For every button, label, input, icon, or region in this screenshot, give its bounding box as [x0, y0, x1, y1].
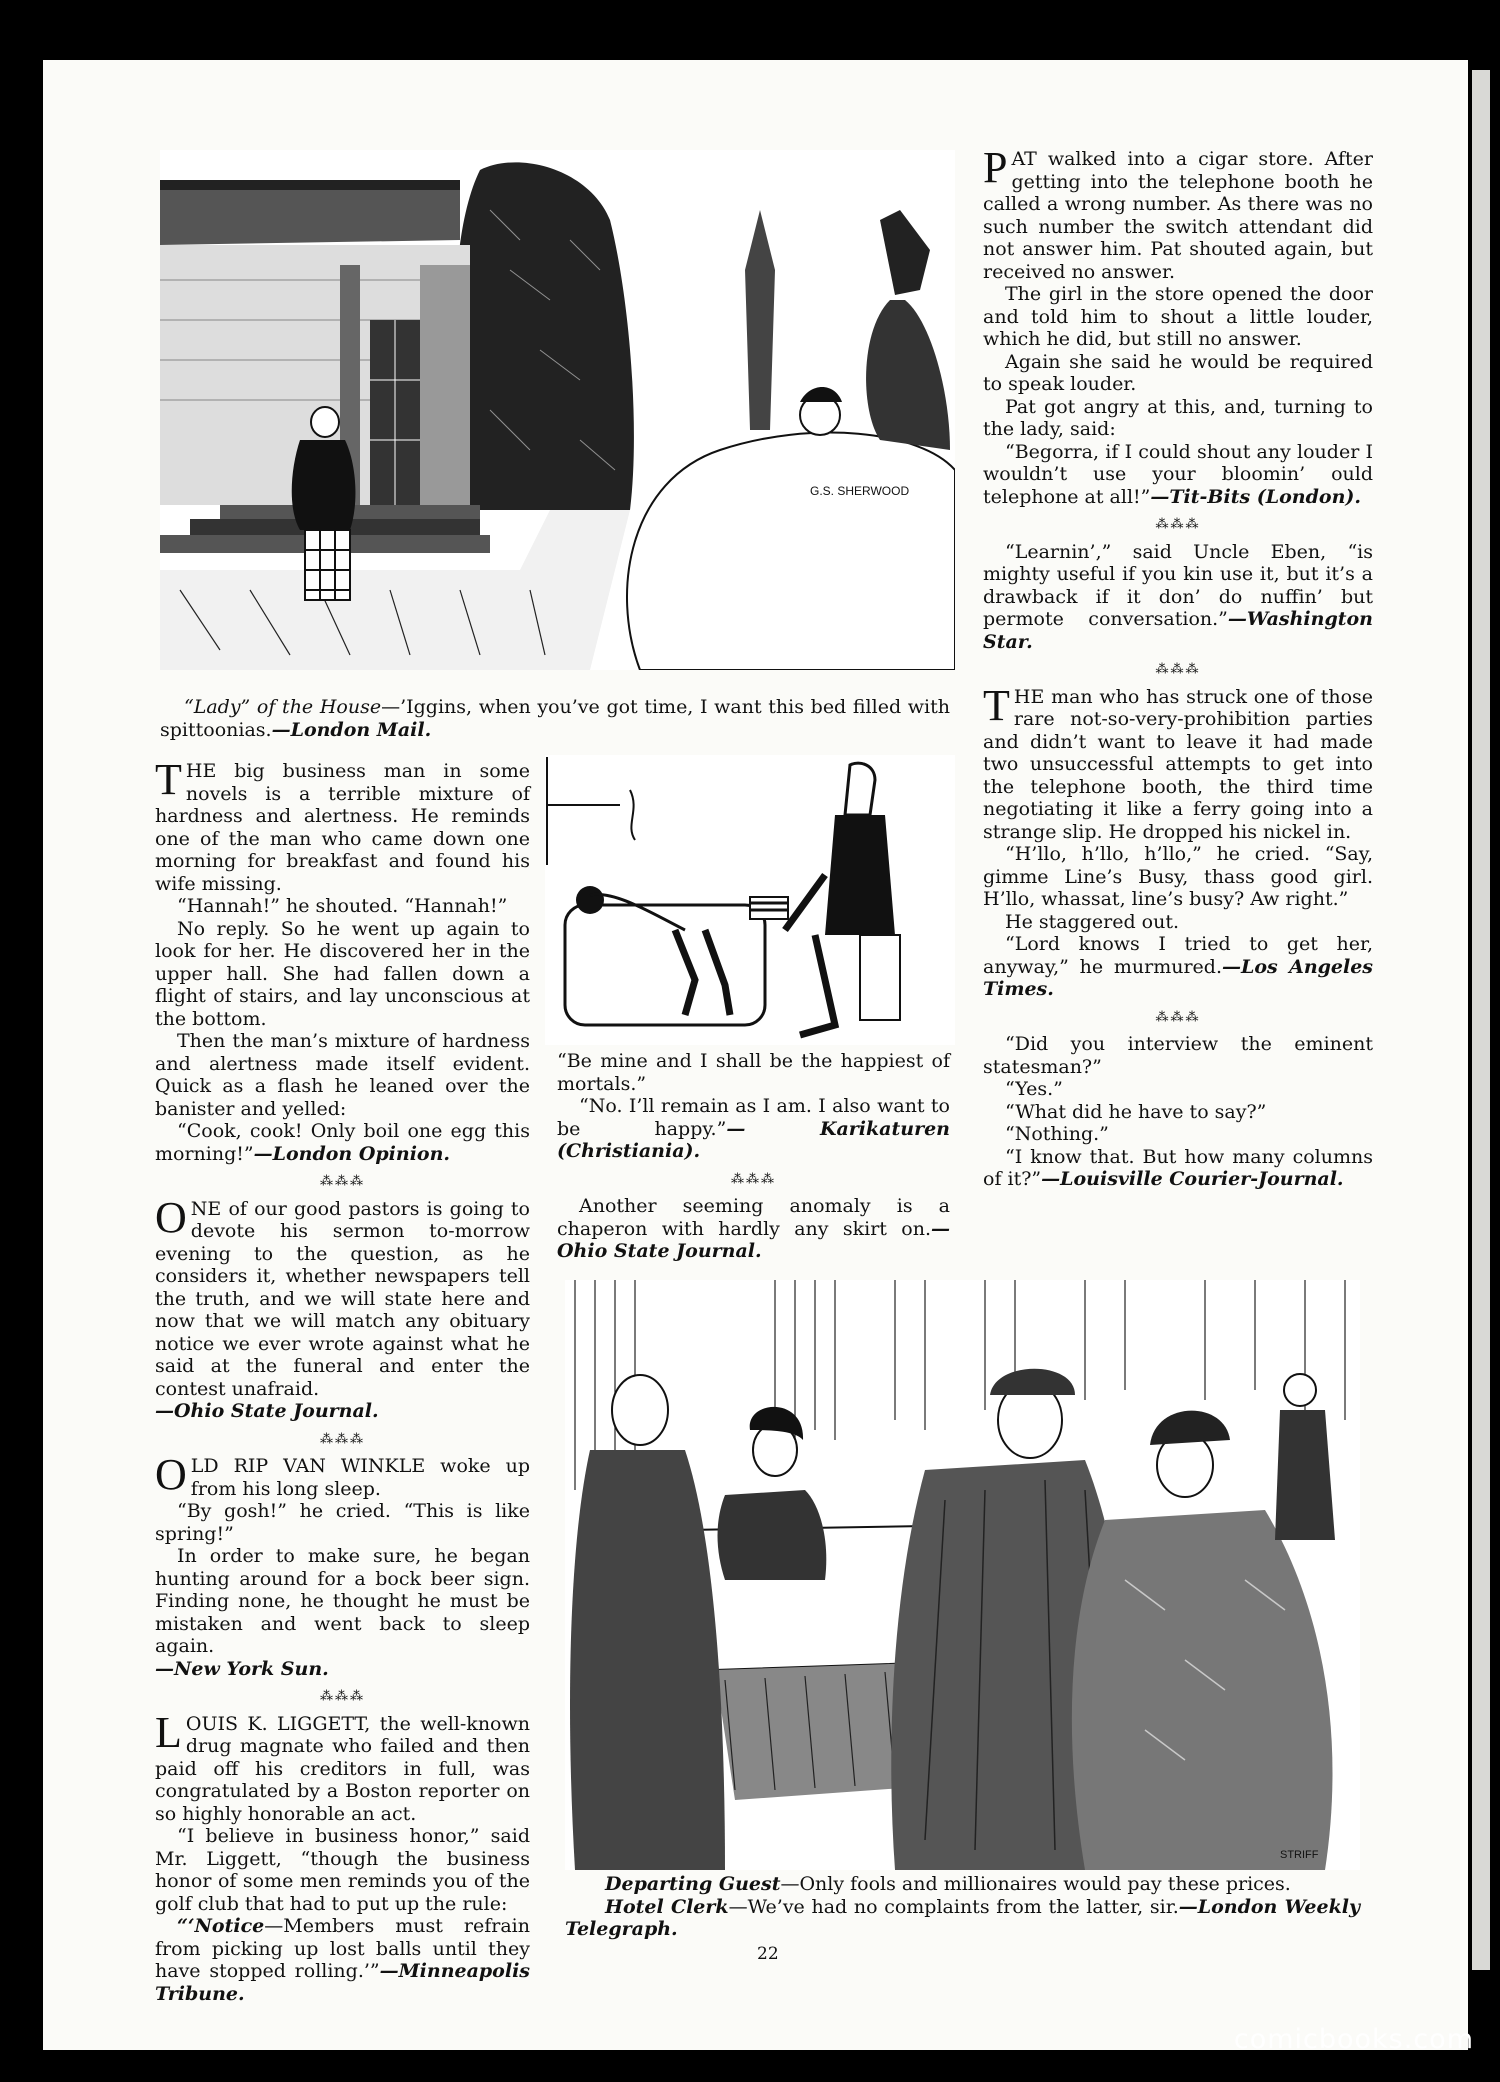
- caption-guest-text: —Only fools and millionaires would pay these prices.: [780, 1873, 1291, 1895]
- binding-spine: [1472, 70, 1490, 1970]
- paragraph: “Yes.”: [1005, 1078, 1063, 1100]
- paragraph: “What did he have to say?”: [1005, 1100, 1267, 1123]
- paragraph: “Cook, cook! Only boil one egg this morning!”: [155, 1120, 530, 1165]
- story-source: —Los Angeles Times.: [983, 955, 1374, 1000]
- caption-source: —London Mail.: [271, 718, 432, 741]
- caption-speaker: “Lady” of the House: [184, 696, 382, 718]
- separator-ornament: ⁂⁂⁂: [731, 1171, 776, 1187]
- right-column: [983, 143, 1374, 1191]
- story-source: —Ohio State Journal.: [155, 1400, 379, 1422]
- story-pat-cigar-store: [983, 143, 1373, 283]
- cartoon-garden-illustration: [160, 150, 955, 670]
- left-column: [155, 755, 530, 2005]
- story-source: —Minneapolis Tribune.: [155, 1960, 530, 2005]
- notice-label: “‘Notice: [177, 1915, 265, 1937]
- caption-lady-of-the-house: [160, 696, 950, 741]
- paragraph: HE man who has struck one of those rare not-so-very-prohibition parties and didn’t want to leave it had made two unsuccessful attempts to get into the telephone booth, the third time negotiating it like a ferry going into a strange slip. He dropped his nickel in.: [983, 685, 1373, 843]
- caption-couple-line2: “No. I’ll remain as I am. I also want to be happy.”: [557, 1095, 950, 1140]
- story-source: —Washington Star.: [983, 608, 1373, 653]
- caption-departing-guest: [565, 1873, 1360, 1941]
- paragraph: “Begorra, if I could shout any louder I wouldn’t use your bloomin’ ould telephone at all!”: [983, 440, 1373, 508]
- caption-couple: [557, 1050, 950, 1263]
- separator-ornament: ⁂⁂⁂: [1155, 517, 1201, 532]
- story-source: —London Opinion.: [253, 1142, 451, 1165]
- separator-ornament: ⁂⁂⁂: [320, 1174, 365, 1189]
- paragraph: LD RIP VAN WINKLE woke up from his long sleep.: [190, 1455, 530, 1500]
- signature-sherwood: G.S. SHERWOOD: [810, 484, 910, 498]
- story-source: —Louisville Courier-Journal.: [1041, 1168, 1344, 1190]
- dropcap: T: [155, 755, 182, 804]
- watermark-comicbooks: comicbooks.com: [1233, 2024, 1474, 2055]
- separator-ornament: ⁂⁂⁂: [1155, 1009, 1201, 1025]
- story-source: —Tit-Bits (London).: [1150, 485, 1362, 508]
- caption-clerk-text: —We’ve had no complaints from the latter, sir.: [728, 1895, 1179, 1918]
- paragraph: “By gosh!” he cried. “This is like spring!”: [155, 1500, 530, 1545]
- paragraph: AT walked into a cigar store. After getting into the telephone booth he called a wrong number. As there was no such number the switch attendant did not answer him. Pat shouted again, but received no answer.: [983, 148, 1373, 283]
- story-uncle-eben: [983, 541, 1373, 654]
- caption-source: —London Weekly Telegraph.: [565, 1895, 1360, 1940]
- chaperon-source: —Ohio State Journal.: [557, 1217, 950, 1262]
- paragraph: Then the man’s mixture of hardness and alertness made itself evident. Quick as a flash he leaned over the banister and yelled:: [155, 1030, 530, 1120]
- paragraph: OUIS K. LIGGETT, the well-known drug magnate who failed and then paid off his creditors in full, was congratulated by a Boston reporter on so highly honorable an act.: [155, 1712, 530, 1825]
- separator-ornament: ⁂⁂⁂: [320, 1431, 365, 1447]
- paragraph: “Hannah!” he shouted. “Hannah!”: [177, 895, 508, 917]
- cartoon-couple-illustration: [545, 755, 955, 1045]
- dropcap: L: [155, 1707, 182, 1757]
- dropcap: T: [983, 680, 1010, 730]
- caption-body: —’Iggins, when you’ve got time, I want this bed filled with spittoonias.: [160, 696, 950, 741]
- paragraph: “I know that. But how many columns of it?”: [983, 1145, 1373, 1190]
- caption-couple-source: — Karikaturen (Christiania).: [557, 1117, 950, 1162]
- caption-couple-line1: “Be mine and I shall be the happiest of mortals.”: [557, 1050, 950, 1095]
- dropcap: O: [155, 1450, 187, 1499]
- paragraph: HE big business man in some novels is a terrible mixture of hardness and alertness. He reminds one of the man who came down one morning for breakfast and found his wife missing.: [155, 760, 530, 895]
- paragraph: “I believe in business honor,” said Mr. Liggett, “though the business honor of some men reminds you of the golf club that had to put up the rule:: [155, 1825, 530, 1915]
- separator-ornament: ⁂⁂⁂: [320, 1689, 365, 1704]
- paragraph: In order to make sure, he began hunting around for a bock beer sign. Finding none, he thought he must be mistaken and went back to sleep again.: [155, 1545, 530, 1657]
- caption-speaker-guest: Departing Guest: [605, 1873, 781, 1895]
- paragraph: He staggered out.: [1005, 910, 1180, 933]
- paragraph: The girl in the store opened the door and told him to shout a little louder, which he did, but still no answer.: [983, 283, 1373, 350]
- paragraph: Pat got angry at this, and, turning to the lady, said:: [983, 395, 1373, 440]
- paragraph: —Members must refrain from picking up lost balls until they have stopped rolling.’”: [155, 1915, 530, 1982]
- story-louis-liggett: [155, 1707, 530, 1826]
- paragraph: “H’llo, h’llo, h’llo,” he cried. “Say, gimme Line’s Busy, thass good girl. H’llo, whassat, line’s busy? Aw right.”: [983, 843, 1373, 910]
- paragraph: NE of our good pastors is going to devote his sermon to-morrow evening to the question, as he considers it, whether newspapers tell the truth, and we will state here and now that we will match any obituary notice we ever wrote against what he said at the funeral and enter the contest unafraid.: [155, 1197, 530, 1400]
- story-rip-van-winkle: [155, 1450, 530, 1500]
- signature-striff: STRIFF: [1280, 1849, 1319, 1861]
- caption-speaker-clerk: Hotel Clerk: [605, 1895, 729, 1918]
- paragraph: No reply. So he went up again to look for her. He discovered her in the upper hall. She had fallen down a flight of stairs, and lay unconscious at the bottom.: [155, 917, 530, 1030]
- cartoon-hotel-lobby-illustration: [565, 1280, 1360, 1870]
- paragraph: Again she said he would be required to speak louder.: [983, 350, 1373, 395]
- paragraph: “Learnin’,” said Uncle Eben, “is mighty useful if you kin use it, but it’s a drawback if it don’ do nuffin’ but permote conversation.”: [983, 540, 1373, 630]
- story-big-business-man: [155, 755, 530, 895]
- dropcap: O: [155, 1192, 187, 1242]
- paragraph: “Lord knows I tried to get her, anyway,” he murmured.: [983, 933, 1373, 978]
- paragraph: “Nothing.”: [1005, 1123, 1109, 1145]
- story-pastor-sermon: [155, 1192, 530, 1401]
- chaperon-text: Another seeming anomaly is a chaperon with hardly any skirt on.: [557, 1195, 950, 1240]
- dropcap: P: [983, 143, 1008, 192]
- separator-ornament: ⁂⁂⁂: [1155, 662, 1201, 677]
- story-telephone-booth: [983, 680, 1373, 844]
- story-source: —New York Sun.: [155, 1657, 329, 1680]
- paragraph: “Did you interview the eminent statesman?”: [983, 1033, 1373, 1078]
- page-number: 22: [757, 1944, 779, 1964]
